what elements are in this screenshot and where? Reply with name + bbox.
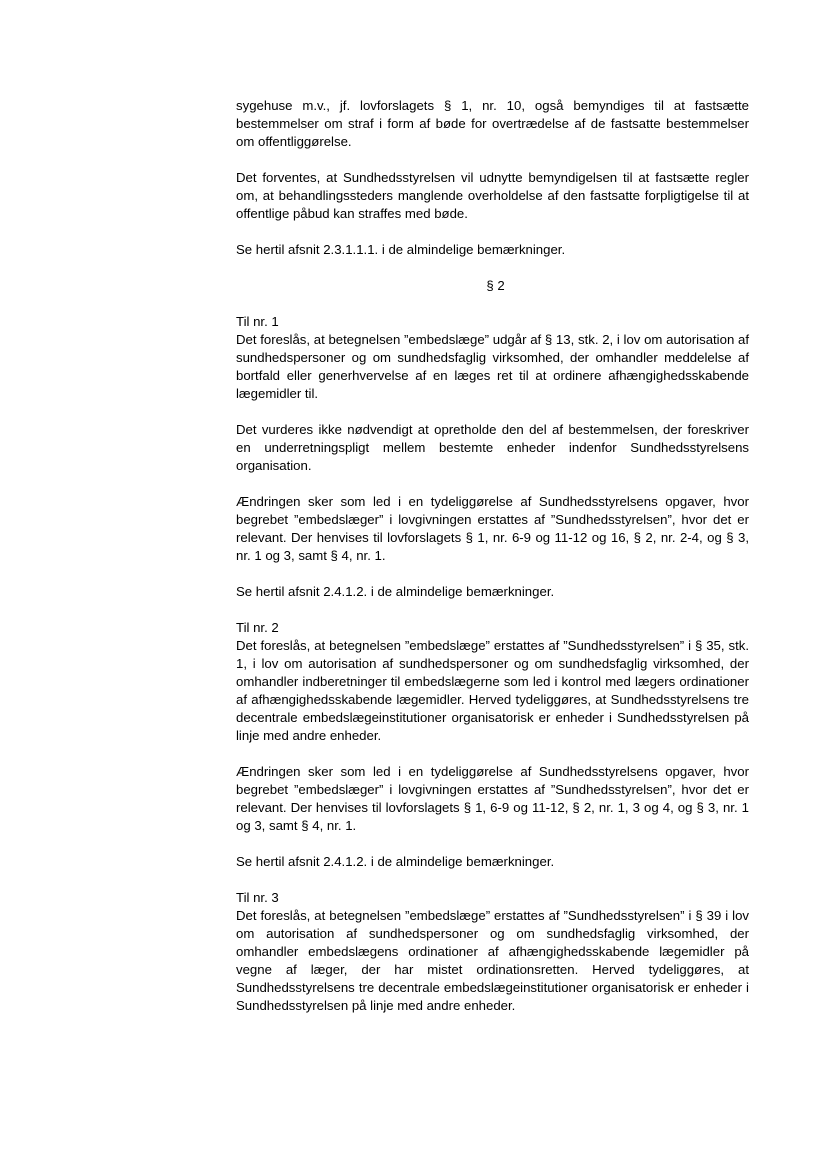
intro-paragraph-1: sygehuse m.v., jf. lovforslagets § 1, nr. 10, også bemyndiges til at fastsætte bestemmelser om straf i form af bøde for overtrædelse af de fastsatte bestemmelser om offentliggørelse. [236, 98, 749, 149]
nr1-paragraph-2: Det vurderes ikke nødvendigt at opretholde den del af bestemmelsen, der foreskriver en underretningspligt mellem bestemte enheder indenfor Sundhedsstyrelsens organisation. [236, 422, 749, 473]
nr1-paragraph-3: Ændringen sker som led i en tydeliggørelse af Sundhedsstyrelsens opgaver, hvor begrebet ”embedslæger” i lovgivningen erstattes af ”Sundhedsstyrelsen”, hvor det er relevant. Der henvises til lovforslagets § 1, nr. 6-9 og 11-12 og 16, § 2, nr. 2-4, og § 3, nr. 1 og 3, samt § 4, nr. 1. [236, 494, 749, 563]
nr3-label: Til nr. 3 [236, 890, 279, 905]
nr2-paragraph-2: Ændringen sker som led i en tydeliggørelse af Sundhedsstyrelsens opgaver, hvor begrebet ”embedslæger” i lovgivningen erstattes af ”Sundhedsstyrelsen”, hvor det er relevant. Der henvises til lovforslagets § 1, 6-9 og 11-12, § 2, nr. 1, 3 og 4, og § 3, nr. 1 og 3, samt § 4, nr. 1. [236, 764, 749, 833]
intro-paragraph-2: Det forventes, at Sundhedsstyrelsen vil udnytte bemyndigelsen til at fastsætte regler om, at behandlingssteders manglende overholdelse af den fastsatte forpligtigelse til at offentlige påbud kan straffes med bøde. [236, 170, 749, 221]
intro-reference: Se hertil afsnit 2.3.1.1.1. i de almindelige bemærkninger. [236, 242, 566, 257]
nr1-reference: Se hertil afsnit 2.4.1.2. i de almindelige bemærkninger. [236, 584, 555, 599]
document-page [236, 97, 749, 1033]
nr3-block [236, 889, 749, 1015]
nr2-reference: Se hertil afsnit 2.4.1.2. i de almindelige bemærkninger. [236, 854, 555, 869]
nr2-label: Til nr. 2 [236, 620, 279, 635]
nr2-paragraph-1: Det foreslås, at betegnelsen ”embedslæge” erstattes af ”Sundhedsstyrelsen” i § 35, stk. 1, i lov om autorisation af sundhedspersoner og om sundhedsfaglig virksomhed, der omhandler indberetninger til embedslægerne som led i kontrol med lægers ordinationer af afhængighedsskabende lægemidler. Herved tydeliggøres, at Sundhedsstyrelsens tre decentrale embedslægeinstitutioner organisatorisk er enheder i Sundhedsstyrelsen på linje med andre enheder. [236, 638, 749, 743]
nr1-paragraph-1: Det foreslås, at betegnelsen ”embedslæge” udgår af § 13, stk. 2, i lov om autorisation af sundhedspersoner og om sundhedsfaglig virksomhed, der omhandler meddelelse af bortfald eller generhvervelse af en læges ret til at ordinere afhængighedsskabende lægemidler til. [236, 332, 749, 401]
nr1-label: Til nr. 1 [236, 314, 279, 329]
section-heading: § 2 [486, 278, 505, 293]
nr1-block [236, 313, 749, 403]
nr3-paragraph-1: Det foreslås, at betegnelsen ”embedslæge” erstattes af ”Sundhedsstyrelsen” i § 39 i lov om autorisation af sundhedspersoner og om sundhedsfaglig virksomhed, der omhandler embedslægens ordinationer af afhængighedsskabende lægemidler på vegne af læger, der har mistet ordinationsretten. Herved tydeliggøres, at Sundhedsstyrelsens tre decentrale embedslægeinstitutioner organisatorisk er enheder i Sundhedsstyrelsen på linje med andre enheder. [236, 908, 749, 1013]
nr2-block [236, 619, 749, 745]
